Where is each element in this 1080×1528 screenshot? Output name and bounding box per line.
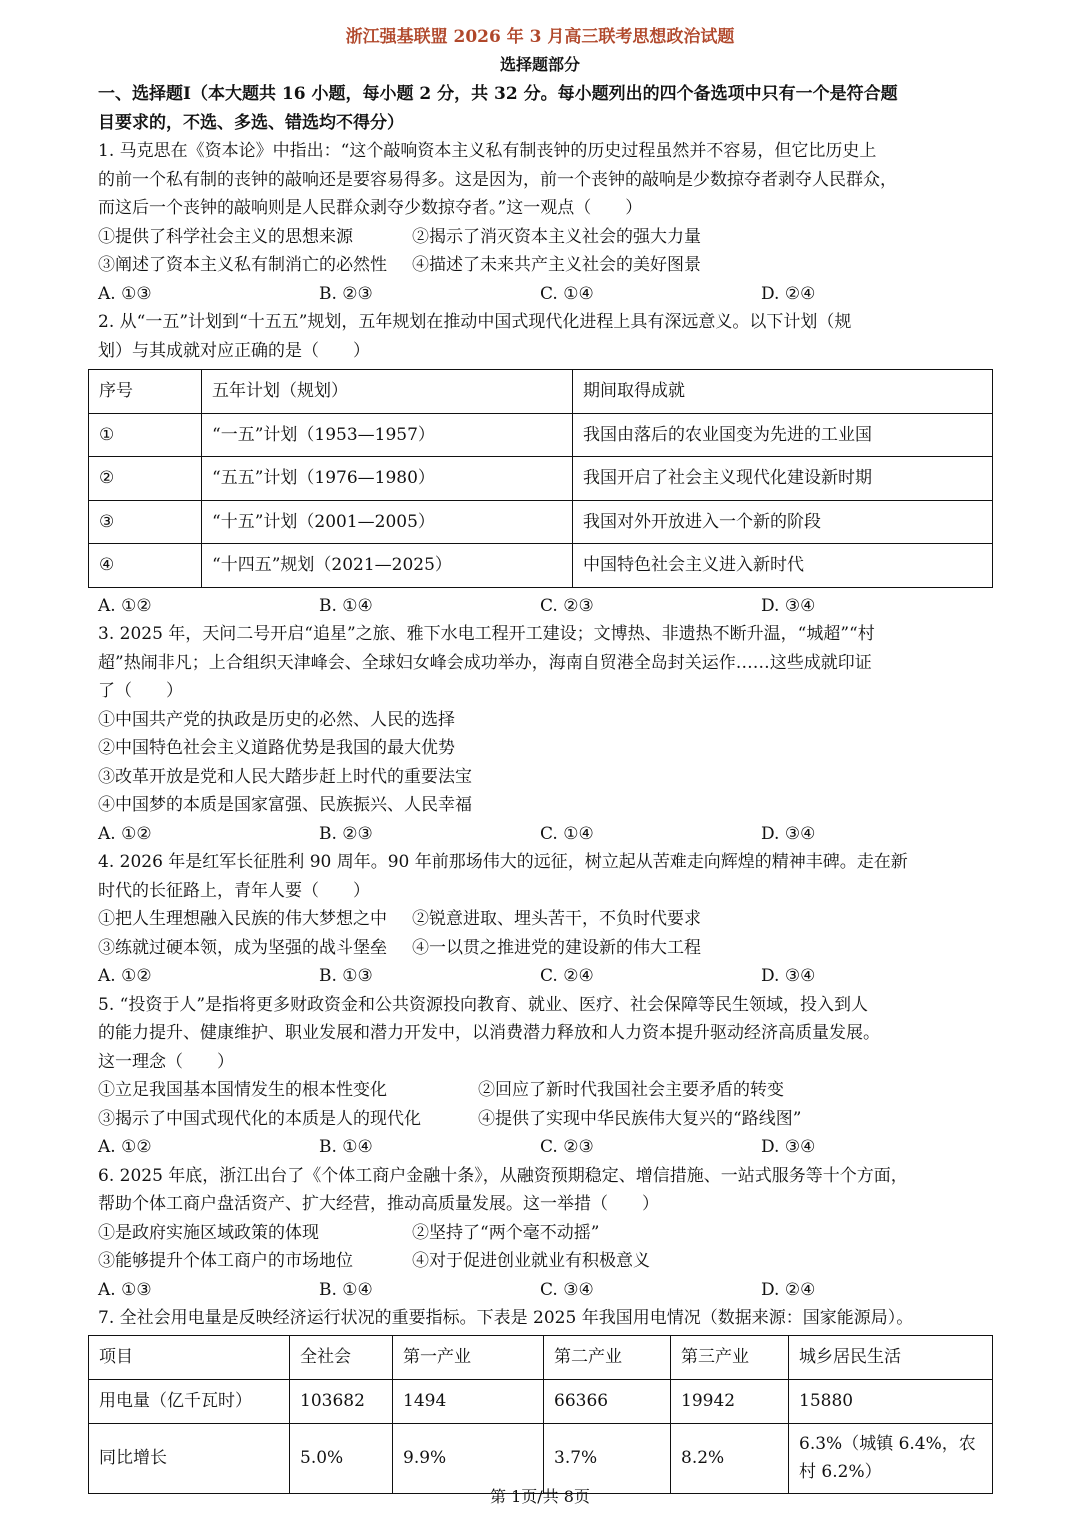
statement-item: ④对于促进创业就业有积极意义 — [412, 1251, 650, 1271]
question-stem: 帮助个体工商户盘活资产、扩大经营，推动高质量发展。这一举措（ ） — [98, 1194, 659, 1214]
question-stem: 3. 2025 年，天问二号开启“追星”之旅、雅下水电工程开工建设；文博热、非遗热不断升温，“城超”“村 — [98, 624, 875, 644]
option-a: A. ①③ — [98, 1279, 152, 1300]
table-cell: ② — [89, 457, 202, 501]
question-stem: 时代的长征路上，青年人要（ ） — [98, 880, 370, 901]
answer-options — [98, 1276, 990, 1305]
option-d: D. ②④ — [761, 1279, 816, 1300]
table-header-row — [89, 1335, 993, 1379]
table-row — [89, 500, 993, 544]
table-row — [89, 1379, 993, 1423]
option-a: A. ①② — [98, 823, 152, 844]
question-6 — [98, 1162, 990, 1305]
statement-item: ④一以贯之推进党的建设新的伟大工程 — [412, 937, 701, 958]
question-stem: 6. 2025 年底，浙江出台了《个体工商户金融十条》，从融资预期稳定、增信措施、一站式服务等十个方面， — [98, 1165, 908, 1186]
answer-options — [98, 1133, 990, 1162]
answer-options — [98, 592, 990, 621]
table-cell: 中国特色社会主义进入新时代 — [573, 544, 993, 588]
option-b: B. ①③ — [319, 966, 373, 986]
questions-area — [98, 80, 990, 1494]
statement-item: ③练就过硬本领，成为坚强的战斗堡垒 — [98, 937, 387, 958]
question-stem: 了（ ） — [98, 681, 183, 701]
statement-item: ②中国特色社会主义道路优势是我国的最大优势 — [98, 738, 455, 758]
question-stem: 5. “投资于人”是指将更多财政资金和公共资源投向教育、就业、医疗、社会保障等民生领域，投入到人 — [98, 994, 869, 1015]
table-header-cell: 五年计划（规划） — [202, 370, 573, 414]
question-stem: 而这后一个丧钟的敲响则是人民群众剥夺少数掠夺者。”这一观点（ ） — [98, 198, 643, 218]
statement-item: ②坚持了“两个毫不动摇” — [412, 1222, 600, 1243]
table-cell: 9.9% — [393, 1423, 544, 1493]
question-stem: 的前一个私有制的丧钟的敲响还是要容易得多。这是因为，前一个丧钟的敲响是少数掠夺者剥夺人民群众， — [98, 169, 897, 190]
table-cell: 19942 — [671, 1379, 789, 1423]
five-year-plan-table — [88, 369, 993, 588]
table-row — [89, 413, 993, 457]
table-cell: ③ — [89, 500, 202, 544]
table-cell: ④ — [89, 544, 202, 588]
statement-item: ③能够提升个体工商户的市场地位 — [98, 1251, 353, 1271]
section-instruction-cont: 目要求的，不选、多选、错选均不得分） — [98, 112, 404, 133]
answer-options — [98, 280, 990, 309]
option-b: B. ②③ — [319, 283, 373, 304]
statement-item: ③改革开放是党和人民大踏步赶上时代的重要法宝 — [98, 766, 472, 787]
table-row — [89, 544, 993, 588]
statement-item: ④描述了未来共产主义社会的美好图景 — [412, 255, 701, 275]
table-cell: 6.3%（城镇 6.4%，农村 6.2%） — [789, 1423, 993, 1493]
option-b: B. ①④ — [319, 1137, 373, 1157]
option-d: D. ③④ — [761, 1137, 816, 1157]
option-a: A. ①② — [98, 595, 152, 616]
statement-item: ①中国共产党的执政是历史的必然、人民的选择 — [98, 709, 455, 730]
question-stem: 这一理念（ ） — [98, 1051, 234, 1072]
statement-item: ①立足我国基本国情发生的根本性变化 — [98, 1080, 387, 1100]
statement-item: ①是政府实施区域政策的体现 — [98, 1222, 319, 1243]
electricity-usage-table — [88, 1335, 993, 1494]
option-d: D. ③④ — [761, 595, 816, 616]
option-d: D. ③④ — [761, 966, 816, 986]
table-cell: 15880 — [789, 1379, 993, 1423]
option-c: C. ②③ — [540, 595, 594, 616]
table-cell: 我国由落后的农业国变为先进的工业国 — [573, 413, 993, 457]
question-stem: 的能力提升、健康维护、职业发展和潜力开发中，以消费潜力释放和人力资本提升驱动经济高质量发展。 — [98, 1023, 880, 1043]
statement-item: ④中国梦的本质是国家富强、民族振兴、人民幸福 — [98, 795, 472, 815]
table-header-cell: 城乡居民生活 — [789, 1335, 993, 1379]
option-c: C. ②④ — [540, 966, 594, 986]
statement-item: ②揭示了消灭资本主义社会的强大力量 — [412, 226, 701, 247]
table-cell: “一五”计划（1953—1957） — [202, 413, 573, 457]
table-cell: “十五”计划（2001—2005） — [202, 500, 573, 544]
table-header-cell: 第二产业 — [544, 1335, 671, 1379]
question-2 — [98, 308, 990, 620]
page-number: 第 1页/共 8页 — [490, 1487, 590, 1506]
option-d: D. ②④ — [761, 283, 816, 304]
option-c: C. ③④ — [540, 1279, 594, 1300]
option-b: B. ②③ — [319, 823, 373, 844]
question-7 — [98, 1304, 990, 1494]
table-cell: “十四五”规划（2021—2025） — [202, 544, 573, 588]
question-stem: 4. 2026 年是红军长征胜利 90 周年。90 年前那场伟大的远征，树立起从苦难走向辉煌的精神丰碑。走在新 — [98, 852, 908, 872]
statement-item: ④提供了实现中华民族伟大复兴的“路线图” — [478, 1108, 802, 1129]
question-5 — [98, 991, 990, 1162]
option-b: B. ①④ — [319, 595, 373, 616]
option-c: C. ①④ — [540, 823, 594, 844]
table-cell: 我国开启了社会主义现代化建设新时期 — [573, 457, 993, 501]
table-cell: 5.0% — [290, 1423, 393, 1493]
table-header-cell: 项目 — [89, 1335, 290, 1379]
answer-options — [98, 962, 990, 991]
option-a: A. ①③ — [98, 283, 152, 304]
option-a: A. ①② — [98, 966, 152, 986]
table-header-cell: 序号 — [89, 370, 202, 414]
statement-item: ③揭示了中国式现代化的本质是人的现代化 — [98, 1108, 421, 1129]
question-stem: 7. 全社会用电量是反映经济运行状况的重要指标。下表是 2025 年我国用电情况（数据来源：国家能源局）。 — [98, 1308, 914, 1328]
table-cell: 66366 — [544, 1379, 671, 1423]
table-cell: 103682 — [290, 1379, 393, 1423]
table-header-cell: 期间取得成就 — [573, 370, 993, 414]
statement-item: ①提供了科学社会主义的思想来源 — [98, 226, 353, 247]
statement-item: ②回应了新时代我国社会主要矛盾的转变 — [478, 1080, 784, 1100]
table-cell: 用电量（亿千瓦时） — [89, 1379, 290, 1423]
question-stem: 1. 马克思在《资本论》中指出：“这个敲响资本主义私有制丧钟的历史过程虽然并不容易，但它比历史上 — [98, 141, 877, 161]
exam-title: 浙江强基联盟 2026 年 3 月高三联考思想政治试题 — [345, 27, 735, 47]
table-header-cell: 全社会 — [290, 1335, 393, 1379]
option-a: A. ①② — [98, 1137, 152, 1157]
question-4 — [98, 848, 990, 991]
table-cell: 我国对外开放进入一个新的阶段 — [573, 500, 993, 544]
table-cell: 3.7% — [544, 1423, 671, 1493]
table-header-row — [89, 370, 993, 414]
section-subtitle: 选择题部分 — [499, 55, 580, 74]
statement-item: ③阐述了资本主义私有制消亡的必然性 — [98, 255, 387, 275]
question-stem: 2. 从“一五”计划到“十五五”规划，五年规划在推动中国式现代化进程上具有深远意义。以下计划（规 — [98, 312, 852, 332]
table-cell: “五五”计划（1976—1980） — [202, 457, 573, 501]
table-cell: ① — [89, 413, 202, 457]
question-1 — [98, 137, 990, 308]
table-row — [89, 457, 993, 501]
statement-item: ①把人生理想融入民族的伟大梦想之中 — [98, 909, 387, 929]
table-cell: 1494 — [393, 1379, 544, 1423]
table-header-cell: 第一产业 — [393, 1335, 544, 1379]
table-header-cell: 第三产业 — [671, 1335, 789, 1379]
answer-options — [98, 820, 990, 849]
option-d: D. ③④ — [761, 823, 816, 844]
option-c: C. ②③ — [540, 1137, 594, 1157]
statement-item: ②锐意进取、埋头苦干，不负时代要求 — [412, 909, 701, 929]
table-cell: 8.2% — [671, 1423, 789, 1493]
option-b: B. ①④ — [319, 1279, 373, 1300]
table-cell: 同比增长 — [89, 1423, 290, 1493]
question-stem: 超”热闹非凡；上合组织天津峰会、全球妇女峰会成功举办，海南自贸港全岛封关运作……这些成就印证 — [98, 652, 872, 673]
section-instruction: 一、选择题Ⅰ（本大题共 16 小题，每小题 2 分，共 32 分。每小题列出的四个备选项中只有一个是符合题 — [98, 84, 898, 104]
table-row — [89, 1423, 993, 1493]
option-c: C. ①④ — [540, 283, 594, 304]
question-stem: 划）与其成就对应正确的是（ ） — [98, 340, 370, 361]
question-3 — [98, 620, 990, 848]
